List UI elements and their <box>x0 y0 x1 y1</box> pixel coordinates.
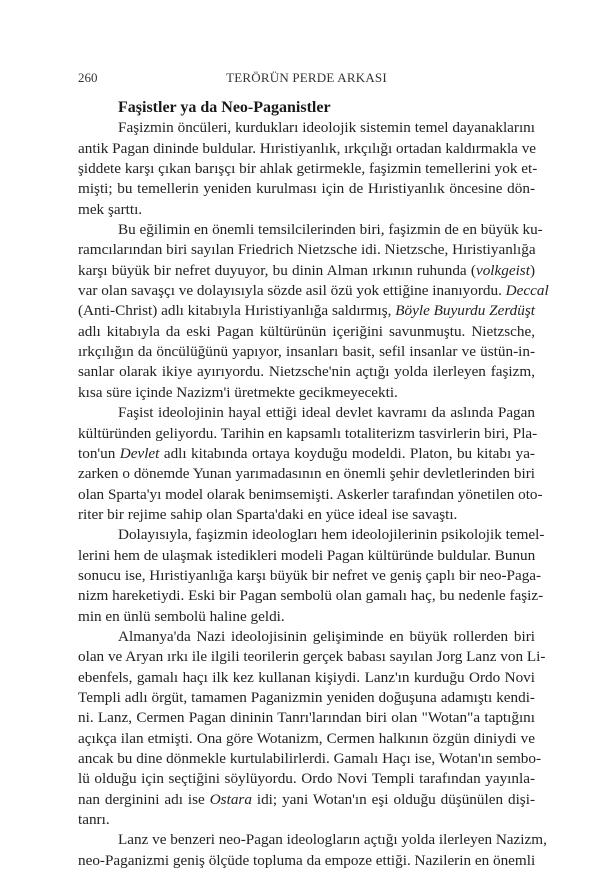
paragraph <box>78 403 543 525</box>
text-line: tanrı. <box>78 811 110 829</box>
text-line: sanlar olarak ikiye ayırıyordu. Nietzsche'nin açtığı yolda ilerleyen faşizm, <box>78 363 535 381</box>
text-line: nan derginini adı ise Ostara idi; yani Wotan'ın eşi olduğu düşünülen dişi- <box>78 790 535 808</box>
text-line: Bu eğilimin en önemli temsilcilerinden biri, faşizmin de en büyük ku- <box>118 221 543 239</box>
page-number: 260 <box>78 70 98 85</box>
italic-title: volkgeist <box>475 261 530 279</box>
text-line: olan Sparta'yı model olarak benimsemişti. Askerler tarafından yönetilen oto- <box>78 485 543 503</box>
text-line: antik Pagan dininde buldular. Hıristiyanlık, ırkçılığı ortadan kaldırmakla ve <box>78 139 537 157</box>
text-line: mişti; bu temellerin yeniden kurulması için de Hıristiyanlık öncesine dön- <box>78 180 535 198</box>
text-line: riter bir rejime sahip olan Sparta'daki en yüce ideal ise savaştı. <box>78 505 458 523</box>
text-line: karşı büyük bir nefret duyuyor, bu dinin Alman ırkının ruhunda (volkgeist) <box>78 261 535 279</box>
text-line: ebenfels, gamalı haçı ilk kez kullanan kişiydi. Lanz'ın kurduğu Ordo Novi <box>78 668 535 686</box>
text-line: neo-Paganizmi geniş ölçüde topluma da empoze ettiği. Nazilerin en önemli <box>78 851 536 869</box>
text-line: Faşist ideolojinin hayal ettiği ideal devlet kavramı da aslında Pagan <box>118 404 535 422</box>
paragraph <box>78 220 549 403</box>
text-line: zarken o dönemde Yunan yarımadasının en önemli şehir devletlerinden biri <box>78 465 535 483</box>
section-heading: Faşistler ya da Neo-Paganistler <box>118 99 331 116</box>
text-line: Lanz ve benzeri neo-Pagan ideologların açtığı yolda ilerleyen Nazizm, <box>118 831 547 849</box>
text-line: nizm hareketiydi. Eski bir Pagan sembolü olan gamalı haç, bu nedenle faşiz- <box>78 587 544 605</box>
text-line: kültüründen geliyordu. Tarihin en kapsamlı totaliterizm tasvirlerin biri, Pla- <box>78 424 538 442</box>
text-line: şiddete karşı çıkan barışçı bir ahlak getirmekle, faşizmin temellerini yok et- <box>78 160 538 178</box>
paragraph <box>78 627 546 830</box>
text-line: Templi adlı örgüt, tamamen Paganizmin yeniden doğuşuna adamıştı kendi- <box>78 688 535 706</box>
text-line: ancak bu dine dönmekle kurtulabilirlerdi. Gamalı Haçı ise, Wotan'ın sembo- <box>78 750 542 767</box>
text-line: var olan savaşçı ve dolayısıyla sözde asil özü yok ettiğine inanıyordu. Deccal <box>78 282 549 300</box>
running-title: TERÖRÜN PERDE ARKASI <box>226 70 387 85</box>
body-text <box>78 118 549 871</box>
text-line: min en ünlü sembolü haline geldi. <box>78 607 285 625</box>
paragraph <box>78 525 545 627</box>
text-line: lerini hem de ulaşmak istedikleri modeli Pagan kültüründe buldular. Bunun <box>78 546 536 564</box>
text-line: açıkça ilan etmişti. Ona göre Wotanizm, Cermen halkının özgün diniydi ve <box>78 729 535 747</box>
text-line: (Anti-Christ) adlı kitabıyla Hıristiyanlığa saldırmış, Böyle Buyurdu Zerdüşt <box>78 302 536 320</box>
text-line: ırkçılığın da öncülüğünü yapıyor, insanları basit, sefil insanlar ve üstün-in- <box>78 343 535 361</box>
text-line: adlı kitabıyla da eski Pagan kültürünün içeriğini savunmuştu. Nietzsche, <box>78 322 535 340</box>
text-line: ton'un Devlet adlı kitabında ortaya koyduğu modeldi. Platon, bu kitabı ya- <box>78 444 535 462</box>
running-head <box>78 70 535 88</box>
text-line: lü olduğu için seçtiğini söylüyordu. Ordo Novi Templi tarafından yayınla- <box>78 770 535 788</box>
text-line: Dolayısıyla, faşizmin ideologları hem ideolojilerinin psikolojik temel- <box>118 526 545 544</box>
text-line: mek şarttı. <box>78 200 143 218</box>
text-line: ni. Lanz, Cermen Pagan dininin Tanrı'larından biri olan "Wotan"a taptığını <box>78 709 535 727</box>
text-line: Almanya'da Nazi ideolojisinin gelişiminde en büyük rollerden biri <box>118 627 535 645</box>
paragraph <box>78 830 547 871</box>
italic-title: Ostara <box>209 790 252 808</box>
text-line: kısa süre içinde Nazizm'i üretmekte gecikmeyecekti. <box>78 383 398 401</box>
page-content <box>78 98 549 871</box>
text-line: olan ve Aryan ırkı ile ilgili teorilerin gerçek babası sayılan Jorg Lanz von Li- <box>78 648 546 666</box>
italic-title: Böyle Buyurdu Zerdüşt <box>395 302 536 320</box>
text-line: Faşizmin öncüleri, kurdukları ideolojik sistemin temel dayanaklarını <box>118 119 535 137</box>
text-line: ramcılarından biri sayılan Friedrich Nietzsche idi. Nietzsche, Hıristiyanlığa <box>78 241 536 259</box>
italic-title: Deccal <box>505 282 549 300</box>
italic-title: Devlet <box>119 444 160 462</box>
paragraph <box>78 118 538 220</box>
text-line: sonucu ise, Hıristiyanlığa karşı büyük bir nefret ve geniş çaplı bir neo-Paga- <box>78 566 542 584</box>
